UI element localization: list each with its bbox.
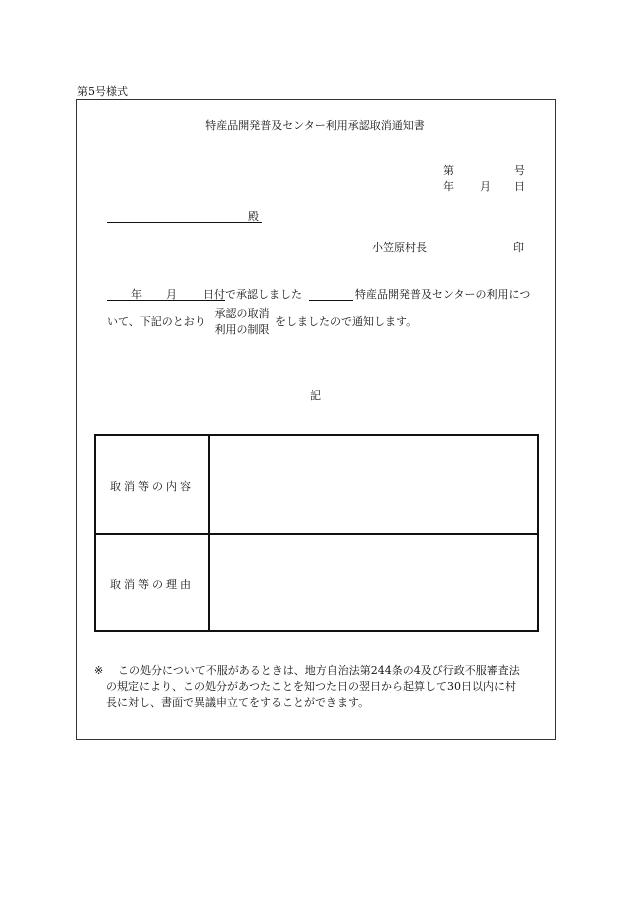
doc-number-suffix: 号 [514,164,525,177]
body-month: 月 [166,288,177,301]
issuer-seal: 印 [513,241,524,254]
note-line-1: この処分について不服があるときは、地方自治法第244条の4及び行政不服審査法 [118,664,520,677]
row-label-content: 取消等の内容 [110,480,194,493]
addressee-suffix: 殿 [248,210,259,223]
document-frame [76,99,556,740]
doc-number-prefix: 第 [443,164,454,177]
form-number: 第5号様式 [77,85,128,98]
note-line-3: 長に対し、書面で異議申立てをすることができます。 [106,696,370,709]
details-table [94,434,539,632]
body-day-text: 日付で承認しました [203,288,302,301]
note-mark: ※ [94,664,104,677]
date-year: 年 [443,180,454,193]
issuer-name: 小笠原村長 [372,241,427,254]
choice-restrict: 利用の制限 [214,323,270,336]
note-line-2: の規定により、この処分があつたことを知つた日の翌日から起算して30日以内に村 [106,680,516,693]
document-title: 特産品開発普及センター利用承認取消通知書 [205,119,425,132]
ki-heading: 記 [310,389,321,402]
body-line2-suffix: をしましたので通知します。 [275,315,418,328]
addressee-line [107,222,262,223]
body-year: 年 [131,288,142,301]
reason-cell[interactable] [210,535,537,630]
row-label-reason: 取消等の理由 [110,578,194,591]
choice-cancel: 承認の取消 [214,307,270,320]
date-day: 日 [514,180,525,193]
body-line2-prefix: いて、下記のとおり [107,315,206,328]
approval-number-line [309,300,353,301]
choice-stack [210,306,274,338]
body-facility-text: 特産品開発普及センターの利用につ [355,288,531,301]
content-cell[interactable] [210,436,537,533]
date-month: 月 [480,180,491,193]
